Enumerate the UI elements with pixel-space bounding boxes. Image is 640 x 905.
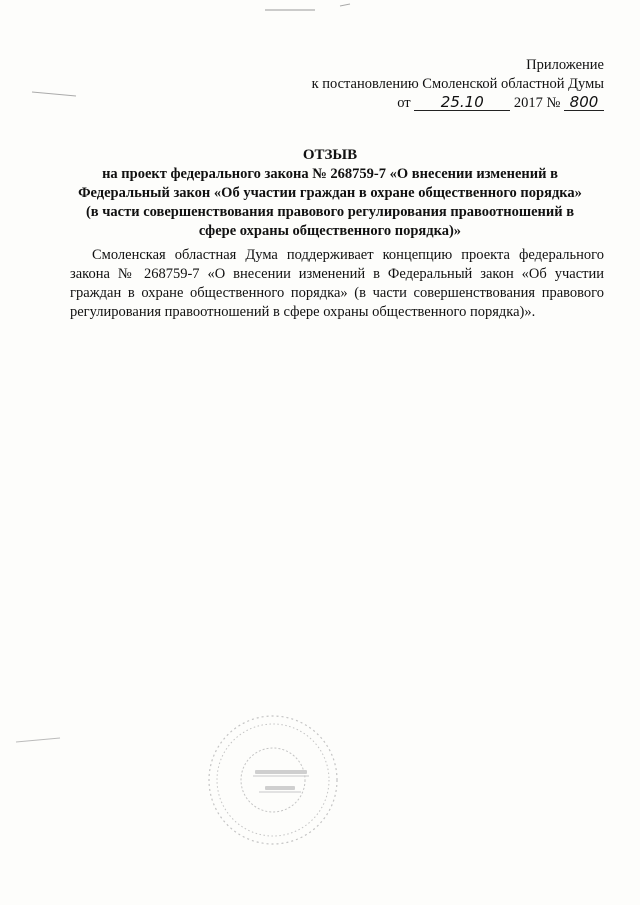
review-body-paragraph: Смоленская областная Дума поддерживает концепцию проекта федерального закона № 268759-7 «О внесении изменений в Федеральный закон «Об участии граждан в охране общественного порядка» (в части совершенствования правового регулирования правоотношений в сфере охраны общественного порядка)».: [70, 247, 604, 320]
number-label: №: [546, 95, 561, 111]
review-subtitle-line: на проект федерального закона № 268759-7 «О внесении изменений в: [102, 166, 558, 182]
review-subtitle-line: сфере охраны общественного порядка)»: [198, 223, 462, 239]
appendix-date-number-line: [312, 94, 604, 113]
round-seal-icon: [205, 712, 341, 848]
handwritten-date: 25.10: [414, 95, 510, 111]
appendix-reference: [312, 56, 604, 113]
year: 2017: [513, 95, 543, 111]
scan-mark-left: [30, 84, 80, 104]
from-label: от: [397, 95, 411, 111]
review-subtitle-line: (в части совершенствования правового регулирования правоотношений в: [85, 204, 575, 220]
appendix-title: Приложение: [526, 57, 604, 73]
review-title-block: [60, 146, 600, 241]
scan-mark-left-lower: [14, 730, 64, 750]
handwritten-number: 800: [564, 95, 604, 111]
review-subtitle-line: Федеральный закон «Об участии граждан в охране общественного порядка»: [78, 185, 582, 201]
scan-mark-top: [255, 0, 375, 14]
appendix-resolution: к постановлению Смоленской областной Думы: [311, 76, 604, 92]
review-heading: ОТЗЫВ: [302, 147, 358, 163]
